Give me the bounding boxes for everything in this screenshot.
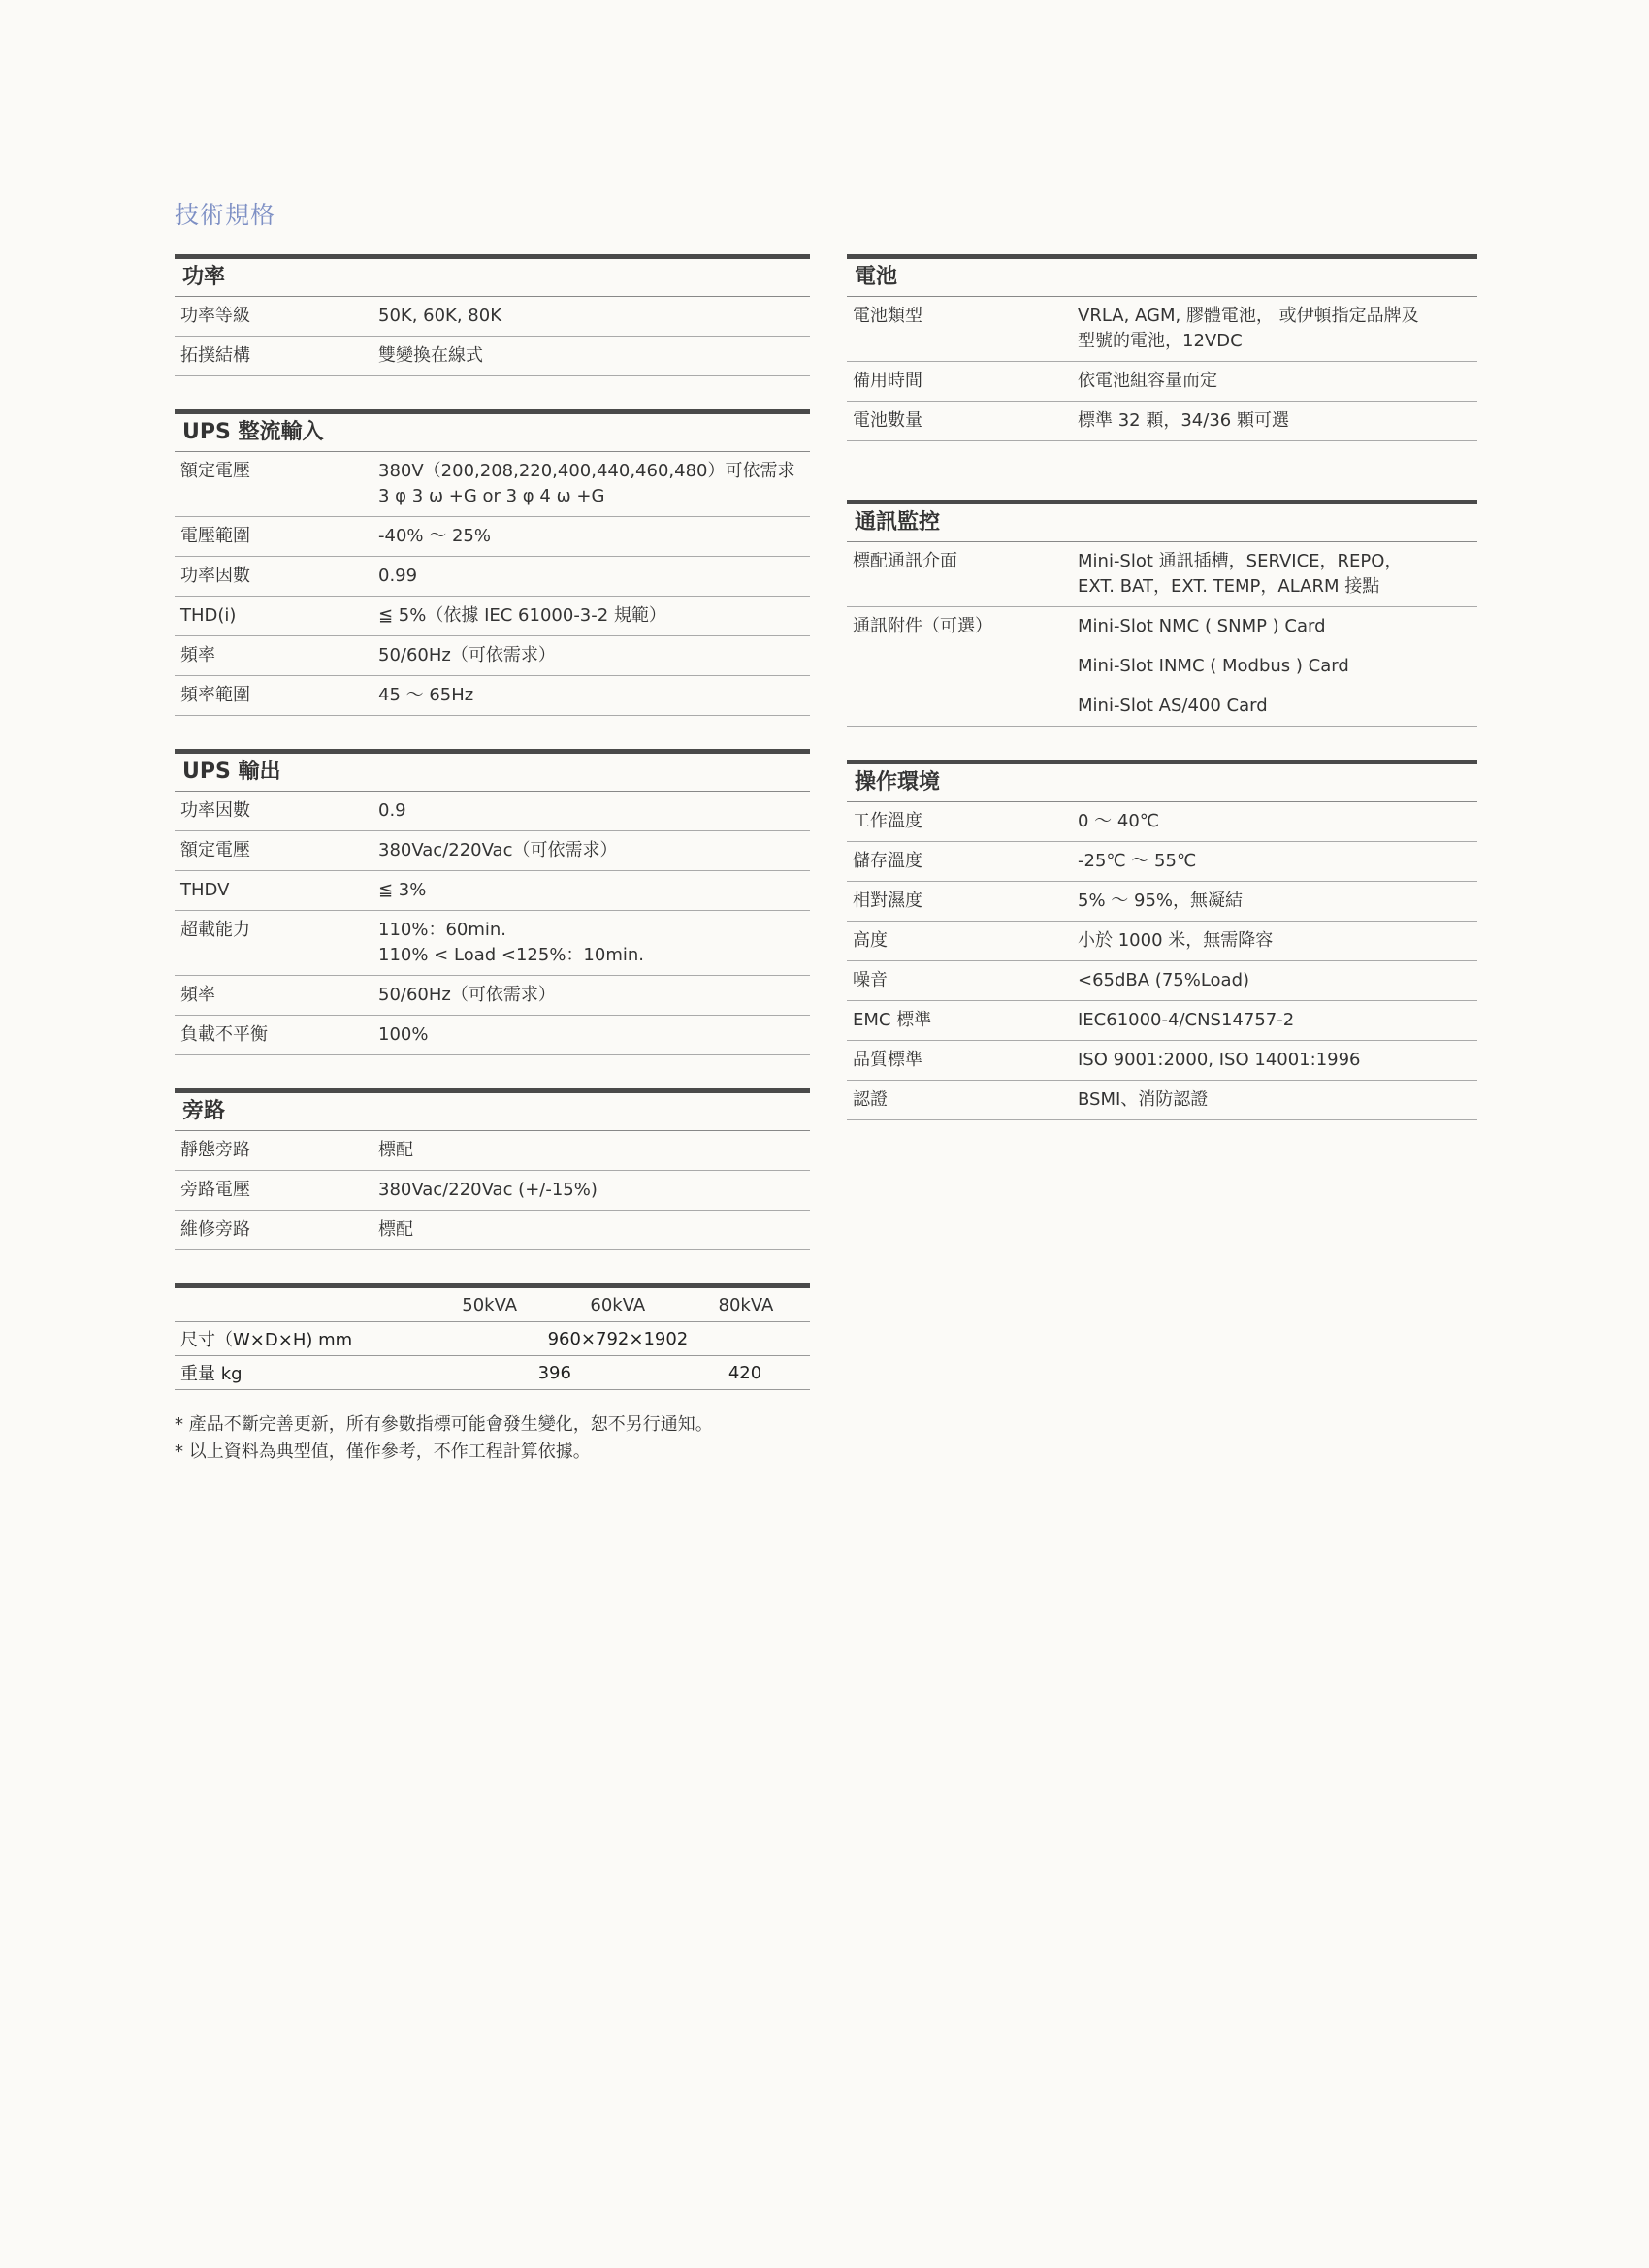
spec-value-line: 380Vac/220Vac（可依需求） (378, 840, 618, 860)
section-ups-output (175, 749, 810, 1055)
weight-50-60-value: 396 (537, 1362, 571, 1383)
spec-row (175, 792, 810, 831)
spec-value (378, 603, 810, 629)
spec-label: 高度 (853, 930, 888, 951)
spec-label: 功率等級 (180, 306, 250, 326)
spec-label: 功率因數 (180, 800, 250, 821)
spec-label: 儲存溫度 (853, 851, 922, 871)
right-column (847, 254, 1477, 1120)
spec-value (378, 1217, 810, 1243)
section-header: 操作環境 (847, 760, 1477, 802)
spec-row (847, 842, 1477, 882)
spec-row (175, 911, 810, 976)
spec-value-line: 100% (378, 1024, 429, 1045)
page-title: 技術規格 (175, 201, 276, 229)
spec-label: 頻率 (180, 645, 215, 665)
spec-row (847, 802, 1477, 842)
size-label: 尺寸（W×D×H) mm (180, 1330, 353, 1350)
spec-value (1078, 1087, 1477, 1113)
weight-label: 重量 kg (180, 1364, 242, 1384)
spec-row (847, 1001, 1477, 1041)
size-value: 960×792×1902 (547, 1328, 689, 1349)
spec-row (175, 297, 810, 337)
spec-value (1078, 408, 1477, 434)
spec-value-line: Mini-Slot 通訊插槽，SERVICE，REPO， (1078, 551, 1403, 571)
left-column (175, 254, 810, 1466)
spec-value-line: 50K, 60K, 80K (378, 306, 502, 326)
spec-row (175, 976, 810, 1016)
column-80kva: 80kVA (718, 1294, 774, 1315)
section-header: 電池 (847, 254, 1477, 297)
spec-row (175, 676, 810, 716)
weight-row (175, 1356, 810, 1390)
spec-value-line: 50/60Hz（可依需求） (378, 985, 556, 1005)
section-communication (847, 500, 1477, 727)
spec-row (175, 871, 810, 911)
spec-value (378, 798, 810, 824)
spec-row (847, 362, 1477, 402)
spec-label: 旁路電壓 (180, 1180, 250, 1200)
spec-value (1078, 809, 1477, 834)
section-bypass (175, 1088, 810, 1250)
spec-label: THDV (180, 880, 230, 900)
spec-label: 維修旁路 (180, 1219, 250, 1240)
section-ups-input (175, 409, 810, 716)
spec-value (1078, 968, 1477, 993)
spec-value (378, 643, 810, 668)
spec-value-line: 依電池組容量而定 (1078, 371, 1217, 391)
footnotes (175, 1411, 810, 1466)
spec-value-line: 110%：60min. (378, 920, 507, 940)
spec-row (175, 597, 810, 636)
spec-label: 認證 (853, 1089, 888, 1110)
spec-value-line: 小於 1000 米，無需降容 (1078, 930, 1274, 951)
spec-value (378, 1138, 810, 1163)
section-header: 通訊監控 (847, 500, 1477, 542)
spec-value-line: ≦ 3% (378, 880, 427, 900)
spec-label: 電池類型 (853, 306, 922, 326)
spec-value (1078, 614, 1477, 719)
spec-value (378, 1022, 810, 1048)
spec-value-line: EXT. BAT，EXT. TEMP，ALARM 接點 (1078, 576, 1380, 597)
spec-label: 超載能力 (180, 920, 250, 940)
spec-label: 功率因數 (180, 566, 250, 586)
spec-row (175, 1171, 810, 1211)
spec-value-line: 型號的電池，12VDC (1078, 331, 1243, 351)
spec-value (378, 983, 810, 1008)
spec-row (175, 831, 810, 871)
spec-value (378, 1178, 810, 1203)
spec-value-line: 標配 (378, 1219, 413, 1240)
spec-row (175, 636, 810, 676)
section-battery (847, 254, 1477, 441)
spec-row (175, 337, 810, 376)
spec-row (847, 882, 1477, 922)
spec-label: 頻率 (180, 985, 215, 1005)
spec-value-line: 5% ～ 95%，無凝結 (1078, 891, 1244, 911)
spec-row (175, 557, 810, 597)
spec-value-line: VRLA, AGM, 膠體電池， 或伊頓指定品牌及 (1078, 306, 1419, 326)
spec-value-line: ISO 9001:2000, ISO 14001:1996 (1078, 1050, 1361, 1070)
section-header: UPS 整流輸入 (175, 409, 810, 452)
spec-row (847, 922, 1477, 961)
section-header: 旁路 (175, 1088, 810, 1131)
spec-value-line: 標配 (378, 1140, 413, 1160)
footnote: * 產品不斷完善更新，所有參數指標可能會發生變化，恕不另行通知。 (175, 1414, 713, 1435)
spec-value (378, 343, 810, 369)
spec-row (175, 452, 810, 517)
spec-value-line: 0.9 (378, 800, 406, 821)
spec-label: 工作溫度 (853, 811, 922, 831)
spec-label: 通訊附件（可選） (853, 616, 992, 636)
dimensions-table (175, 1283, 810, 1390)
spec-value (1078, 1008, 1477, 1033)
spec-row (847, 1081, 1477, 1120)
section-header: 功率 (175, 254, 810, 297)
spec-value (378, 304, 810, 329)
spec-row (847, 961, 1477, 1001)
spec-label: 相對濕度 (853, 891, 922, 911)
spec-row (847, 297, 1477, 362)
spec-value-line: 45 ～ 65Hz (378, 685, 474, 705)
spec-value (378, 878, 810, 903)
spec-value (378, 459, 810, 509)
dimensions-header-row (175, 1288, 810, 1322)
spec-value (1078, 849, 1477, 874)
spec-value-line: Mini-Slot NMC ( SNMP ) Card (1078, 616, 1326, 636)
spec-value (1078, 304, 1477, 354)
spec-value-line: Mini-Slot AS/400 Card (1078, 696, 1268, 716)
spec-value-line: 0 ～ 40℃ (1078, 811, 1160, 831)
spec-label: 額定電壓 (180, 461, 250, 481)
spec-value-line: 3 φ 3 ω +G or 3 φ 4 ω +G (378, 486, 605, 506)
column-60kva: 60kVA (590, 1294, 646, 1315)
spec-value-line: -40% ～ 25% (378, 526, 491, 546)
spec-value (1078, 1048, 1477, 1073)
spec-label: 電池數量 (853, 410, 922, 431)
spec-value-line: 50/60Hz（可依需求） (378, 645, 556, 665)
spec-value-line: Mini-Slot INMC ( Modbus ) Card (1078, 656, 1349, 676)
spec-value (1078, 369, 1477, 394)
spec-row (175, 1211, 810, 1250)
spec-label: 噪音 (853, 970, 888, 990)
section-power (175, 254, 810, 376)
spec-value (1078, 889, 1477, 914)
size-row (175, 1322, 810, 1356)
spec-label: 額定電壓 (180, 840, 250, 860)
spec-row (847, 402, 1477, 441)
spec-value-line: 380V（200,208,220,400,440,460,480）可依需求 (378, 461, 795, 481)
spec-label: THD(i) (180, 605, 237, 626)
spec-row (175, 517, 810, 557)
spec-value (378, 918, 810, 968)
spec-value (1078, 549, 1477, 599)
spec-row (847, 607, 1477, 727)
footnote: * 以上資料為典型值，僅作參考，不作工程計算依據。 (175, 1442, 591, 1462)
spec-value-line: <65dBA (75%Load) (1078, 970, 1250, 990)
spec-label: 電壓範圍 (180, 526, 250, 546)
section-environment (847, 760, 1477, 1120)
spec-label: 負載不平衡 (180, 1024, 268, 1045)
spec-label: 備用時間 (853, 371, 922, 391)
spec-value (378, 683, 810, 708)
weight-80-value: 420 (728, 1362, 762, 1383)
spec-label: EMC 標準 (853, 1010, 932, 1030)
column-50kva: 50kVA (462, 1294, 518, 1315)
spec-value-line: ≦ 5%（依據 IEC 61000-3-2 規範） (378, 605, 666, 626)
spec-row (175, 1016, 810, 1055)
spec-value-line: 標準 32 顆，34/36 顆可選 (1078, 410, 1289, 431)
spec-label: 拓撲結構 (180, 345, 250, 366)
spec-value-line: 0.99 (378, 566, 418, 586)
spec-value-line: IEC61000-4/CNS14757-2 (1078, 1010, 1295, 1030)
spec-row (847, 1041, 1477, 1081)
spec-value-line: 110% < Load <125%：10min. (378, 945, 644, 965)
spec-row (847, 542, 1477, 607)
spec-value-line: 雙變換在線式 (378, 345, 483, 366)
spec-value-line: 380Vac/220Vac (+/-15%) (378, 1180, 598, 1200)
spec-value (1078, 928, 1477, 954)
spec-label: 頻率範圍 (180, 685, 250, 705)
spec-value (378, 564, 810, 589)
section-header: UPS 輸出 (175, 749, 810, 792)
spec-value-line: -25℃ ～ 55℃ (1078, 851, 1197, 871)
spec-label: 標配通訊介面 (853, 551, 957, 571)
spec-row (175, 1131, 810, 1171)
spec-value-line: BSMI、消防認證 (1078, 1089, 1209, 1110)
spec-value (378, 838, 810, 863)
spec-value (378, 524, 810, 549)
spec-label: 品質標準 (853, 1050, 922, 1070)
spec-label: 靜態旁路 (180, 1140, 250, 1160)
